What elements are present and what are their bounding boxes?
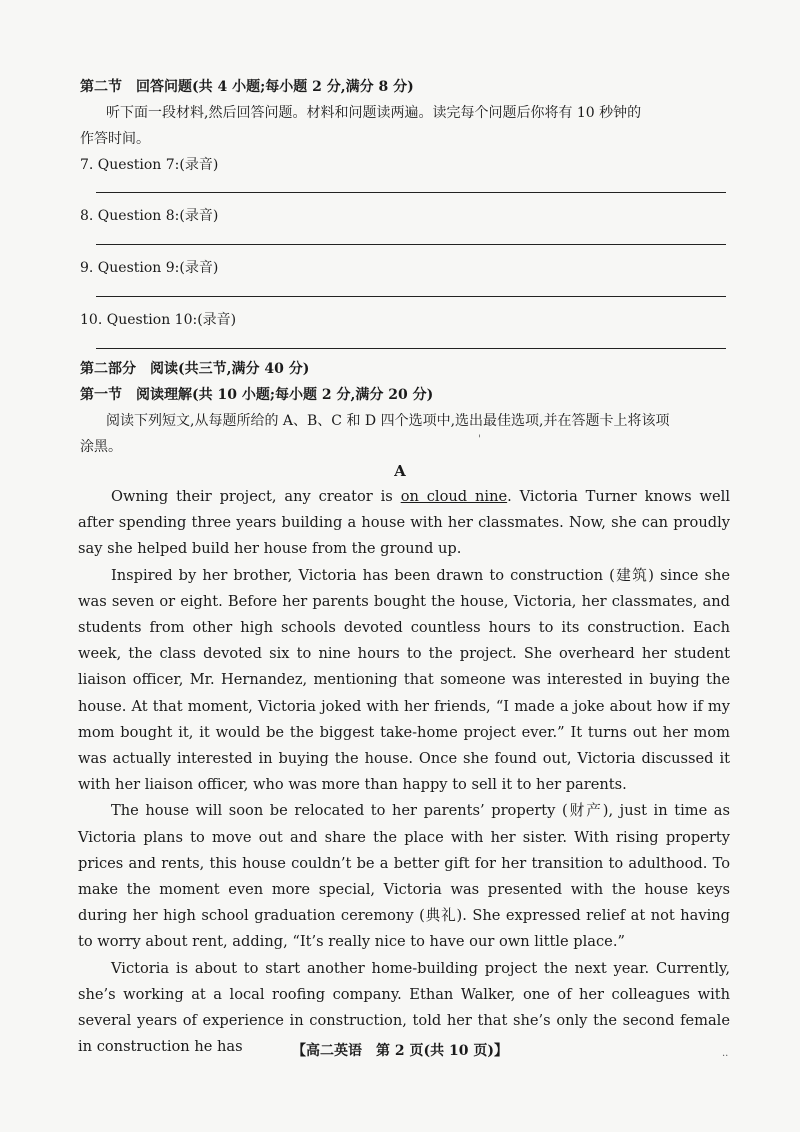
scan-mark: ..: [722, 1048, 729, 1059]
p1-text-start: Owning their project, any creator is: [111, 488, 401, 505]
paragraph-4: Victoria is about to start another home-building project the next year. Currently, she’s working at a local roofing company. Ethan Walker, one of her colleagues with several years of experience in construction, told her that she’s only the second female in construction he has: [78, 959, 730, 1056]
answer-line-9[interactable]: [96, 296, 726, 297]
paragraph-1: [78, 484, 730, 563]
p1-text-end: . Victoria Turner knows well after spending three years building a house with her classmates. Now, she can proudly say she helped build her house from the ground up.: [78, 488, 731, 558]
answer-line-10[interactable]: [96, 348, 726, 349]
question-7: 7. Question 7:(录音): [80, 157, 219, 173]
paragraph-3: The house will soon be relocated to her parents’ property (财产), just in time as Victoria plans to move out and share the place with her sister. With rising property prices and rents, this house couldn’t be a better gift for her transition to adulthood. To make the moment even more special, Victoria was presented with the house keys during her high school graduation ceremony (典礼). She expressed relief at not having to worry about rent, adding, “It’s really nice to have our own little place.”: [78, 802, 730, 951]
question-9: 9. Question 9:(录音): [80, 260, 219, 276]
part2-instruction-cont: 涂黑。: [80, 439, 122, 455]
answer-line-8[interactable]: [96, 244, 726, 245]
scan-mark: ': [478, 434, 481, 445]
section2-instruction: 听下面一段材料,然后回答问题。材料和问题读两遍。读完每个问题后你将有 10 秒钟的: [106, 105, 642, 121]
passage-title: A: [394, 462, 406, 480]
question-10: 10. Question 10:(录音): [80, 312, 237, 328]
part2-heading: 第二部分 阅读(共三节,满分 40 分): [80, 361, 310, 377]
answer-line-7[interactable]: [96, 192, 726, 193]
underlined-phrase: on cloud nine: [400, 488, 508, 505]
page-footer: 【高二英语 第 2 页(共 10 页)】: [292, 1043, 508, 1059]
section2-heading: 第二节 回答问题(共 4 小题;每小题 2 分,满分 8 分): [80, 79, 414, 95]
section2-instruction-cont: 作答时间。: [80, 131, 150, 147]
part2-instruction: 阅读下列短文,从每题所给的 A、B、C 和 D 四个选项中,选出最佳选项,并在答题卡上将该项: [106, 413, 670, 429]
paragraph-2: Inspired by her brother, Victoria has been drawn to construction (建筑) since she was seven or eight. Before her parents bought the house, Victoria, her classmates, and students from other high schools devoted countless hours to its construction. Each week, the class devoted six to nine hours to the project. She overheard her student liaison officer, Mr. Hernandez, mentioning that someone was interested in buying the house. At that moment, Victoria joked with her friends, “I made a joke about how if my mom bought it, it would be the biggest take-home project ever.” It turns out her mom was actually interested in buying the house. Once she found out, Victoria discussed it with her liaison officer, who was more than happy to sell it to her parents.: [78, 566, 730, 794]
passage-body: [78, 484, 730, 1060]
part2-subheading: 第一节 阅读理解(共 10 小题;每小题 2 分,满分 20 分): [80, 387, 434, 403]
question-8: 8. Question 8:(录音): [80, 208, 219, 224]
